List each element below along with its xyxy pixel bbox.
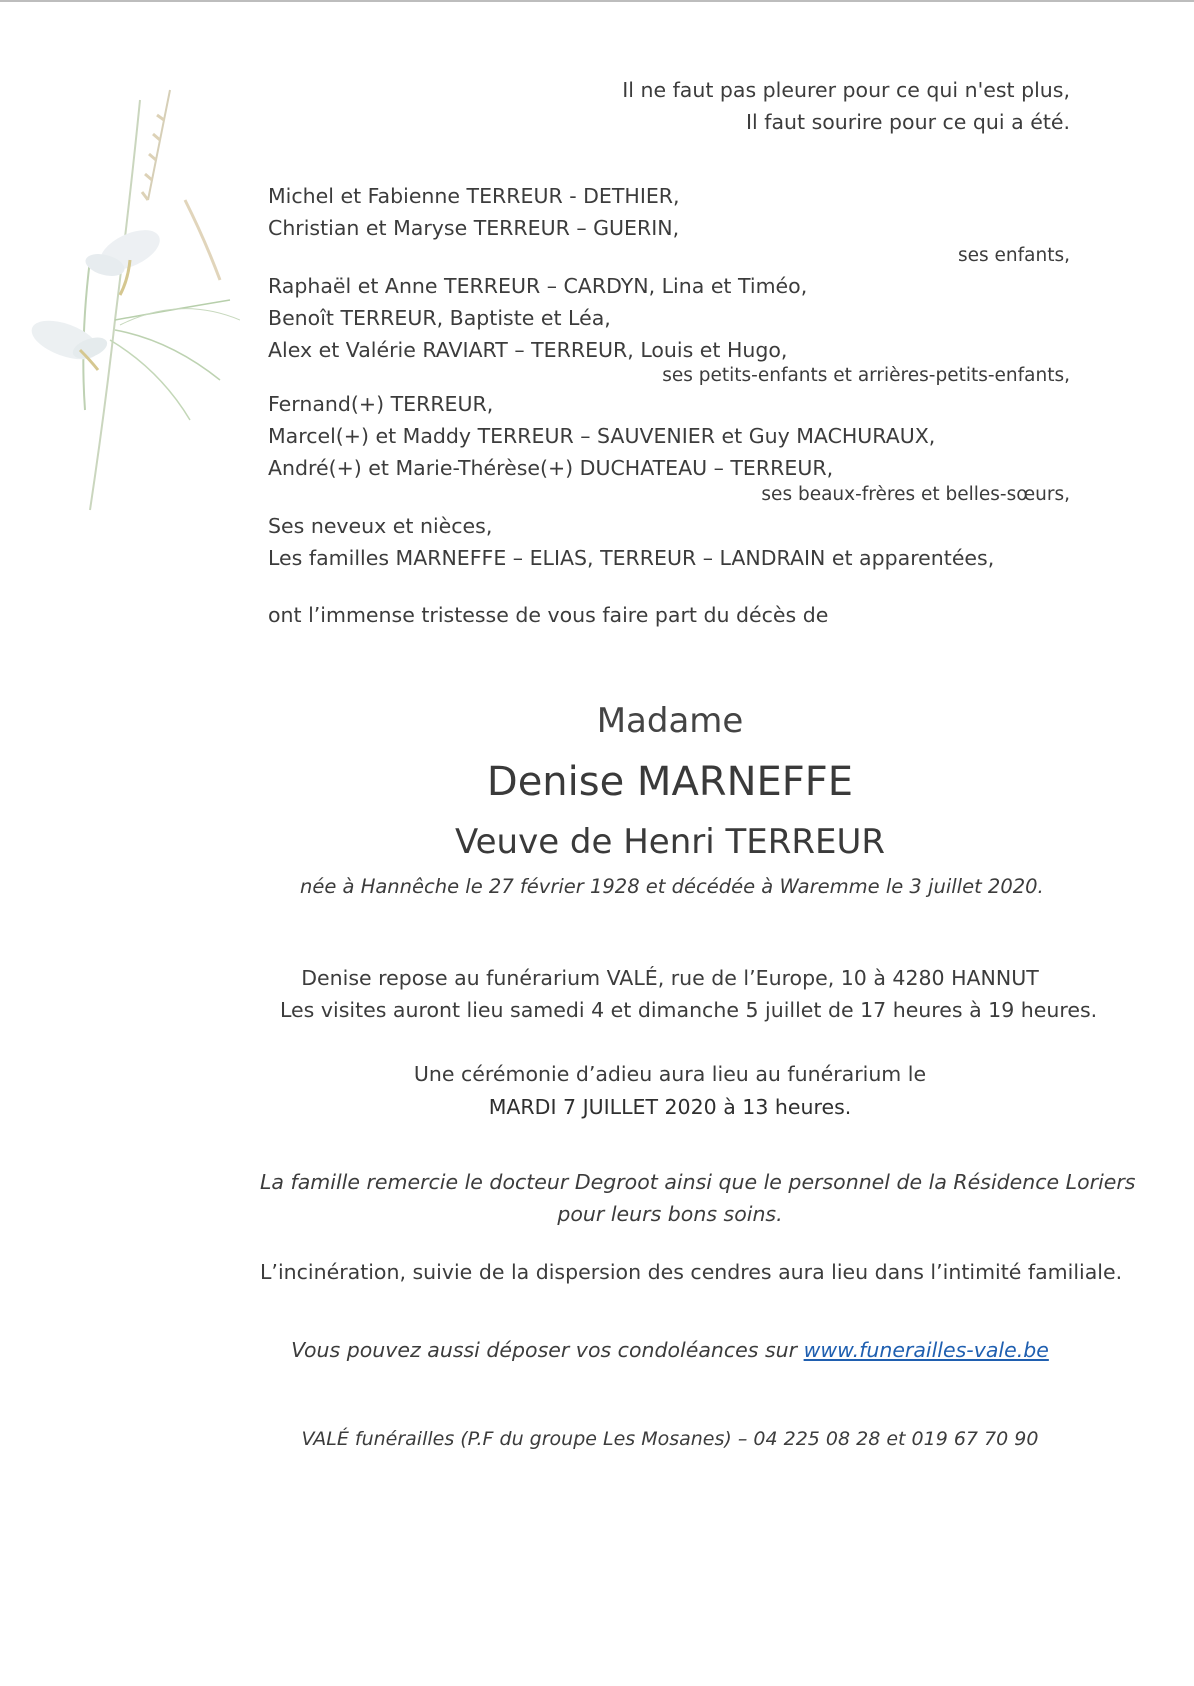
condolences-link[interactable]: www.funerailles-vale.be <box>803 1338 1049 1362</box>
deceased-title: Madame <box>596 701 744 741</box>
deceased-dates: née à Hannêche le 27 février 1928 et décédée à Waremme le 3 juillet 2020. <box>300 875 1044 898</box>
lily-wheat-illustration <box>20 80 240 520</box>
grandchildren-line-2: Benoît TERREUR, Baptiste et Léa, <box>268 306 611 330</box>
funeral-home-footer: VALÉ funérailles (P.F du groupe Les Mosanes) – 04 225 08 28 et 019 67 70 90 <box>301 1428 1039 1450</box>
others-line-2: Les familles MARNEFFE – ELIAS, TERREUR – LANDRAIN et apparentées, <box>268 546 995 570</box>
deceased-name: Denise MARNEFFE <box>486 759 854 805</box>
grandchildren-line-3: Alex et Valérie RAVIART – TERREUR, Louis et Hugo, <box>268 338 788 362</box>
visits-line-1: Denise repose au funérarium VALÉ, rue de l’Europe, 10 à 4280 HANNUT <box>301 966 1039 990</box>
inlaws-line-3: André(+) et Marie-Thérèse(+) DUCHATEAU – TERREUR, <box>268 456 834 480</box>
quote-line-1: Il ne faut pas pleurer pour ce qui n'est plus, <box>622 78 1070 102</box>
inlaws-line-2: Marcel(+) et Maddy TERREUR – SAUVENIER et Guy MACHURAUX, <box>268 424 936 448</box>
quote-line-2: Il faut sourire pour ce qui a été. <box>746 110 1070 134</box>
thanks-line-2: pour leurs bons soins. <box>557 1202 783 1226</box>
ceremony-line-2: MARDI 7 JUILLET 2020 à 13 heures. <box>488 1095 852 1119</box>
children-label: ses enfants, <box>958 245 1070 266</box>
cremation-note: L’incinération, suivie de la dispersion des cendres aura lieu dans l’intimité familiale. <box>260 1260 1123 1284</box>
grandchildren-line-1: Raphaël et Anne TERREUR – CARDYN, Lina et Timéo, <box>268 274 808 298</box>
condolences-line <box>260 1336 1080 1364</box>
others-line-1: Ses neveux et nièces, <box>268 514 493 538</box>
thanks-line-1: La famille remercie le docteur Degroot ainsi que le personnel de la Résidence Loriers <box>260 1170 1136 1194</box>
inlaws-line-1: Fernand(+) TERREUR, <box>268 392 494 416</box>
deceased-widow-of: Veuve de Henri TERREUR <box>455 822 885 862</box>
children-line-2: Christian et Maryse TERREUR – GUERIN, <box>268 216 680 240</box>
condolences-text: Vous pouvez aussi déposer vos condoléances sur <box>291 1338 804 1362</box>
ceremony-line-1: Une cérémonie d’adieu aura lieu au funérarium le <box>413 1062 927 1086</box>
children-line-1: Michel et Fabienne TERREUR - DETHIER, <box>268 184 680 208</box>
visits-line-2: Les visites auront lieu samedi 4 et dimanche 5 juillet de 17 heures à 19 heures. <box>280 998 1098 1022</box>
scan-edge-line <box>0 0 1194 2</box>
announcement: ont l’immense tristesse de vous faire part du décès de <box>268 603 829 627</box>
inlaws-label: ses beaux-frères et belles-sœurs, <box>761 484 1070 505</box>
grandchildren-label: ses petits-enfants et arrières-petits-enfants, <box>662 365 1070 386</box>
